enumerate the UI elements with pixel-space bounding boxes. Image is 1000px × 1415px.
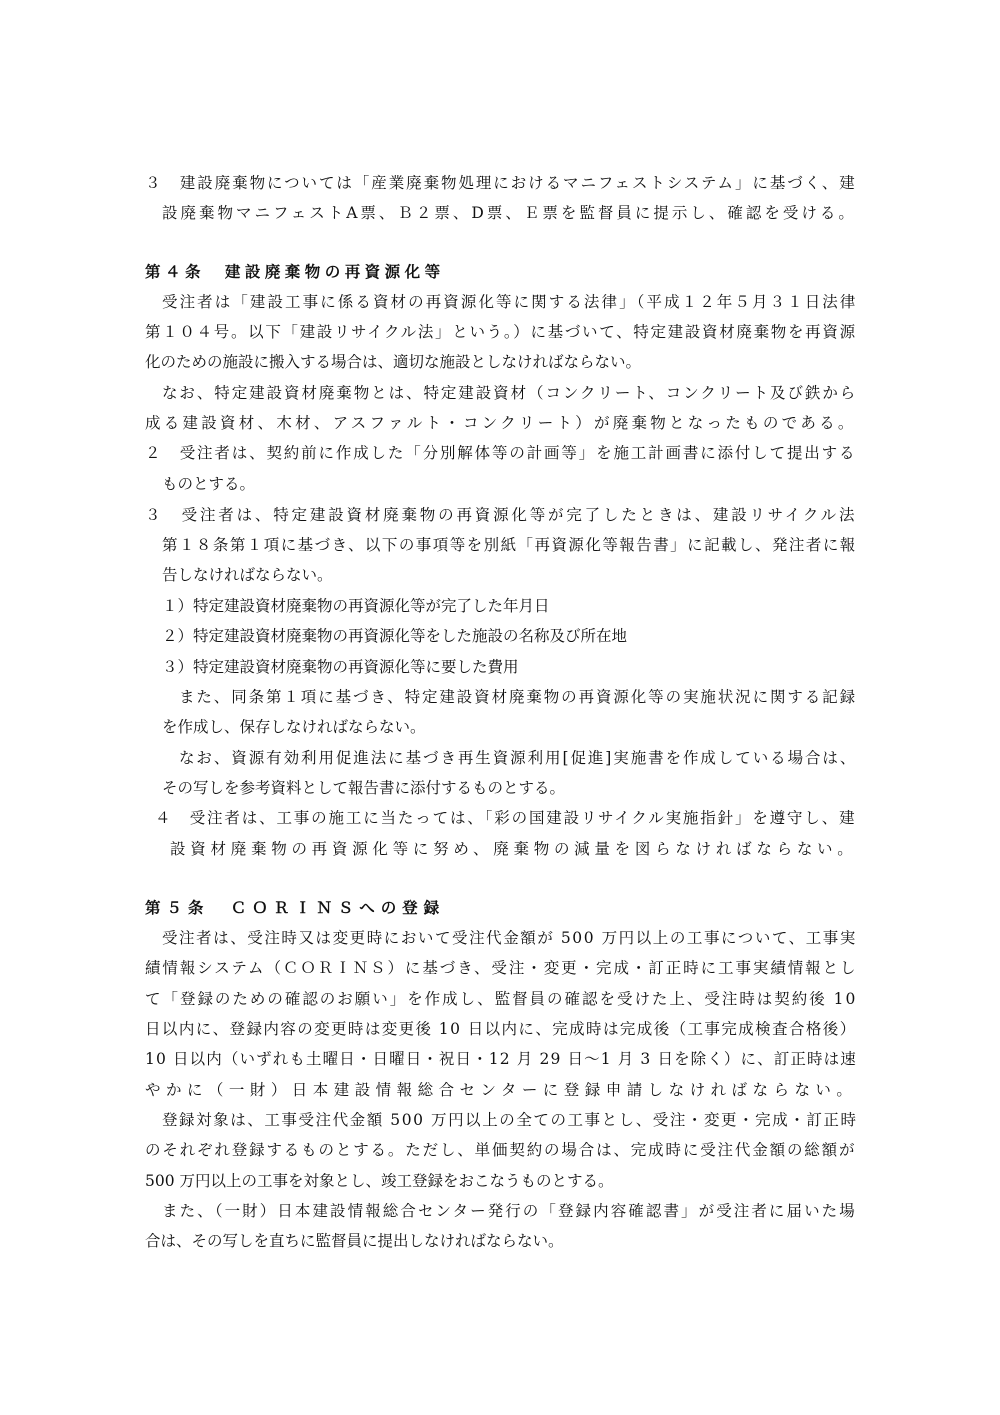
text-line: また、同条第１項に基づき、特定建設資材廃棄物の再資源化等の実施状況に関する記録 bbox=[179, 688, 857, 706]
text-line: ３ 受注者は、特定建設資材廃棄物の再資源化等が完了したときは、建設リサイクル法 bbox=[145, 506, 858, 524]
text-line: ２ 受注者は、契約前に作成した「分別解体等の計画等」を施工計画書に添付して提出する bbox=[145, 444, 857, 462]
text-line: 成る建設資材、木材、アスファルト・コンクリート）が廃棄物となったものである。 bbox=[145, 414, 857, 432]
text-line: また、（一財）日本建設情報総合センター発行の「登録内容確認書」が受注者に届いた場 bbox=[162, 1202, 857, 1220]
text-line: なお、特定建設資材廃棄物とは、特定建設資材（コンクリート、コンクリート及び鉄から bbox=[162, 384, 858, 402]
text-line: 合は、その写しを直ちに監督員に提出しなければならない。 bbox=[145, 1232, 564, 1250]
text-line: その写しを参考資料として報告書に添付するものとする。 bbox=[162, 779, 566, 797]
list-item: ３）特定建設資材廃棄物の再資源化等に要した費用 bbox=[162, 658, 519, 676]
text-line: 日以内に、登録内容の変更時は変更後 10 日以内に、完成時は完成後（工事完成検査合格後） bbox=[145, 1020, 857, 1038]
text-line: ものとする。 bbox=[162, 475, 256, 493]
section-heading: 第４条 建設廃棄物の再資源化等 bbox=[145, 263, 445, 281]
text-line: ４ 受注者は、工事の施工に当たっては、「彩の国建設リサイクル実施指針」を遵守し、建 bbox=[155, 809, 857, 827]
text-line: 化のための施設に搬入する場合は、適切な施設としなければならない。 bbox=[145, 353, 642, 371]
section-heading: 第５条 ＣＯＲＩＮＳへの登録 bbox=[145, 899, 446, 917]
text-line: を作成し、保存しなければならない。 bbox=[162, 718, 426, 736]
text-line: 受注者は「建設工事に係る資材の再資源化等に関する法律」（平成１２年５月３１日法律 bbox=[162, 293, 858, 311]
text-line: 設廃棄物マニフェストA票、Ｂ２票、D票、Ｅ票を監督員に提示し、確認を受ける。 bbox=[162, 204, 857, 222]
text-line: 受注者は、受注時又は変更時において受注代金額が 500 万円以上の工事について、工事実 bbox=[162, 929, 857, 947]
text-line: 告しなければならない。 bbox=[162, 566, 333, 584]
text-line: やかに（一財）日本建設情報総合センターに登録申請しなければならない。 bbox=[145, 1081, 858, 1099]
text-line: て「登録のための確認のお願い」を作成し、監督員の確認を受けた上、受注時は契約後 10 bbox=[145, 990, 858, 1008]
text-line: ３ 建設廃棄物については「産業廃棄物処理におけるマニフェストシステム」に基づく、建 bbox=[145, 174, 857, 192]
text-line: 登録対象は、工事受注代金額 500 万円以上の全ての工事とし、受注・変更・完成・訂正時 bbox=[162, 1111, 858, 1129]
text-line: のそれぞれ登録するものとする。ただし、単価契約の場合は、完成時に受注代金額の総額が bbox=[145, 1141, 857, 1159]
text-line: 績情報システム（ＣＯＲＩＮＳ）に基づき、受注・変更・完成・訂正時に工事実績情報とし bbox=[145, 959, 858, 977]
text-line: 500 万円以上の工事を対象とし、竣工登録をおこなうものとする。 bbox=[145, 1172, 614, 1190]
text-line: 第１８条第１項に基づき、以下の事項等を別紙「再資源化等報告書」に記載し、発注者に報 bbox=[162, 536, 857, 554]
list-item: １）特定建設資材廃棄物の再資源化等が完了した年月日 bbox=[162, 597, 550, 615]
text-line: 10 日以内（いずれも土曜日・日曜日・祝日・12 月 29 日～1 月 3 日を除く）に、訂正時は速 bbox=[145, 1050, 857, 1068]
text-line: 設資材廃棄物の再資源化等に努め、廃棄物の減量を図らなければならない。 bbox=[170, 840, 858, 858]
text-line: なお、資源有効利用促進法に基づき再生資源利用[促進]実施書を作成している場合は、 bbox=[179, 749, 858, 767]
list-item: ２）特定建設資材廃棄物の再資源化等をした施設の名称及び所在地 bbox=[162, 627, 628, 645]
text-line: 第１０４号。以下「建設リサイクル法」という。）に基づいて、特定建設資材廃棄物を再資源 bbox=[145, 323, 857, 341]
